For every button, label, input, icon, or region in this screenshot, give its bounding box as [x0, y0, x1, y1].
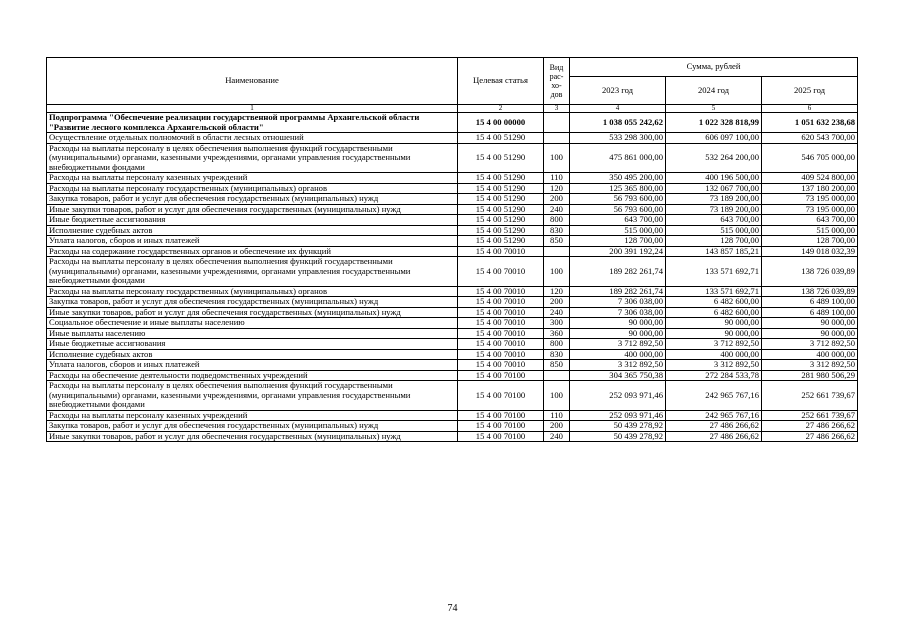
budget-table [46, 57, 858, 442]
cell-amount-2025: 1 051 632 238,68 [762, 113, 858, 133]
cell-amount-2023: 50 439 278,92 [570, 431, 666, 442]
cell-amount-2023: 189 282 261,74 [570, 257, 666, 287]
cell-amount-2025: 252 661 739,67 [762, 410, 858, 421]
cell-expense-type: 100 [544, 143, 570, 173]
table-row [47, 307, 858, 318]
table-row [47, 236, 858, 247]
cell-amount-2024: 143 857 185,21 [666, 246, 762, 257]
cell-amount-2025: 137 180 200,00 [762, 183, 858, 194]
cell-expense-type: 110 [544, 410, 570, 421]
cell-amount-2023: 90 000,00 [570, 318, 666, 329]
cell-amount-2025: 128 700,00 [762, 236, 858, 247]
cell-name: Расходы на выплаты персоналу государственных (муниципальных) органов [47, 286, 458, 297]
cell-amount-2023: 252 093 971,46 [570, 410, 666, 421]
cell-name: Расходы на выплаты персоналу казенных учреждений [47, 173, 458, 184]
cell-expense-type: 240 [544, 204, 570, 215]
table-row [47, 215, 858, 226]
cell-name: Расходы на выплаты персоналу государственных (муниципальных) органов [47, 183, 458, 194]
cell-amount-2024: 242 965 767,16 [666, 410, 762, 421]
cell-amount-2023: 533 298 300,00 [570, 133, 666, 144]
table-row [47, 318, 858, 329]
cell-expense-type: 800 [544, 339, 570, 350]
table-row [47, 225, 858, 236]
cell-target-code: 15 4 00 70010 [458, 307, 544, 318]
table-row [47, 286, 858, 297]
cell-amount-2024: 400 000,00 [666, 349, 762, 360]
cell-target-code: 15 4 00 70100 [458, 431, 544, 442]
cell-amount-2025: 149 018 032,39 [762, 246, 858, 257]
cell-amount-2023: 90 000,00 [570, 328, 666, 339]
cell-expense-type: 100 [544, 257, 570, 287]
cell-target-code: 15 4 00 70010 [458, 246, 544, 257]
cell-expense-type: 120 [544, 286, 570, 297]
cell-amount-2025: 73 195 000,00 [762, 204, 858, 215]
cell-name: Иные выплаты населению [47, 328, 458, 339]
cell-amount-2024: 6 482 600,00 [666, 307, 762, 318]
cell-amount-2023: 200 391 192,24 [570, 246, 666, 257]
table-row [47, 360, 858, 371]
cell-amount-2023: 350 495 200,00 [570, 173, 666, 184]
cell-amount-2024: 132 067 700,00 [666, 183, 762, 194]
cell-name: Осуществление отдельных полномочий в области лесных отношений [47, 133, 458, 144]
cell-name: Закупка товаров, работ и услуг для обеспечения государственных (муниципальных) нужд [47, 297, 458, 308]
cell-amount-2023: 56 793 600,00 [570, 194, 666, 205]
cell-expense-type: 200 [544, 421, 570, 432]
cell-target-code: 15 4 00 51290 [458, 173, 544, 184]
cell-target-code: 15 4 00 51290 [458, 133, 544, 144]
cell-target-code: 15 4 00 51290 [458, 215, 544, 226]
header-sum: Сумма, рублей [570, 58, 858, 77]
header-type: Вид рас- хо- дов [544, 58, 570, 105]
cell-amount-2023: 189 282 261,74 [570, 286, 666, 297]
cell-expense-type: 200 [544, 297, 570, 308]
cell-target-code: 15 4 00 70100 [458, 370, 544, 381]
cell-target-code: 15 4 00 51290 [458, 204, 544, 215]
cell-amount-2025: 27 486 266,62 [762, 421, 858, 432]
cell-name: Социальное обеспечение и иные выплаты населению [47, 318, 458, 329]
cell-name: Расходы на выплаты персоналу в целях обеспечения выполнения функций государственными (муниципальными) органами, казенными учреждениями, органами управления государственными внебюджетными фондами [47, 257, 458, 287]
cell-amount-2025: 90 000,00 [762, 328, 858, 339]
cell-amount-2024: 606 097 100,00 [666, 133, 762, 144]
cell-amount-2023: 643 700,00 [570, 215, 666, 226]
cell-amount-2023: 475 861 000,00 [570, 143, 666, 173]
table-row [47, 381, 858, 411]
cell-amount-2023: 128 700,00 [570, 236, 666, 247]
cell-amount-2024: 27 486 266,62 [666, 431, 762, 442]
cell-target-code: 15 4 00 51290 [458, 225, 544, 236]
cell-amount-2025: 643 700,00 [762, 215, 858, 226]
table-row [47, 421, 858, 432]
cell-expense-type: 240 [544, 307, 570, 318]
cell-target-code: 15 4 00 70010 [458, 297, 544, 308]
cell-amount-2023: 56 793 600,00 [570, 204, 666, 215]
cell-amount-2023: 50 439 278,92 [570, 421, 666, 432]
cell-amount-2024: 6 482 600,00 [666, 297, 762, 308]
cell-expense-type: 360 [544, 328, 570, 339]
table-row [47, 349, 858, 360]
header-year-2025: 2025 год [762, 77, 858, 105]
cell-amount-2025: 73 195 000,00 [762, 194, 858, 205]
cell-expense-type: 800 [544, 215, 570, 226]
cell-expense-type: 200 [544, 194, 570, 205]
column-index: 2 [458, 105, 544, 113]
cell-target-code: 15 4 00 70100 [458, 381, 544, 411]
cell-amount-2024: 73 189 200,00 [666, 194, 762, 205]
cell-target-code: 15 4 00 51290 [458, 194, 544, 205]
cell-expense-type: 120 [544, 183, 570, 194]
cell-target-code: 15 4 00 70010 [458, 318, 544, 329]
column-index: 4 [570, 105, 666, 113]
cell-amount-2024: 643 700,00 [666, 215, 762, 226]
cell-amount-2024: 133 571 692,71 [666, 257, 762, 287]
table-row [47, 143, 858, 173]
table-row [47, 133, 858, 144]
table-row [47, 194, 858, 205]
cell-amount-2024: 532 264 200,00 [666, 143, 762, 173]
cell-name: Расходы на обеспечение деятельности подведомственных учреждений [47, 370, 458, 381]
cell-target-code: 15 4 00 70010 [458, 328, 544, 339]
cell-amount-2023: 304 365 750,38 [570, 370, 666, 381]
header-name: Наименование [47, 58, 458, 105]
cell-target-code: 15 4 00 00000 [458, 113, 544, 133]
cell-amount-2024: 133 571 692,71 [666, 286, 762, 297]
cell-name: Иные закупки товаров, работ и услуг для обеспечения государственных (муниципальных) нужд [47, 307, 458, 318]
cell-name: Закупка товаров, работ и услуг для обеспечения государственных (муниципальных) нужд [47, 421, 458, 432]
cell-target-code: 15 4 00 51290 [458, 143, 544, 173]
cell-name: Исполнение судебных актов [47, 349, 458, 360]
column-index: 6 [762, 105, 858, 113]
table-row [47, 183, 858, 194]
cell-expense-type: 110 [544, 173, 570, 184]
cell-amount-2024: 400 196 500,00 [666, 173, 762, 184]
header-code: Целевая статья [458, 58, 544, 105]
cell-name: Подпрограмма "Обеспечение реализации государственной программы Архангельской области "Развитие лесного комплекса Архангельской области" [47, 113, 458, 133]
table-body [47, 113, 858, 442]
cell-expense-type: 830 [544, 349, 570, 360]
table-header [47, 58, 858, 113]
cell-amount-2024: 128 700,00 [666, 236, 762, 247]
column-index: 5 [666, 105, 762, 113]
cell-amount-2025: 3 312 892,50 [762, 360, 858, 371]
cell-amount-2025: 138 726 039,89 [762, 286, 858, 297]
cell-amount-2025: 27 486 266,62 [762, 431, 858, 442]
cell-amount-2023: 7 306 038,00 [570, 307, 666, 318]
cell-expense-type: 100 [544, 381, 570, 411]
column-index: 1 [47, 105, 458, 113]
cell-amount-2025: 515 000,00 [762, 225, 858, 236]
cell-amount-2023: 515 000,00 [570, 225, 666, 236]
cell-amount-2025: 400 000,00 [762, 349, 858, 360]
cell-target-code: 15 4 00 70010 [458, 257, 544, 287]
cell-expense-type: 300 [544, 318, 570, 329]
table-row [47, 370, 858, 381]
cell-expense-type: 830 [544, 225, 570, 236]
cell-amount-2025: 138 726 039,89 [762, 257, 858, 287]
table-row [47, 410, 858, 421]
cell-name: Расходы на выплаты персоналу казенных учреждений [47, 410, 458, 421]
cell-amount-2024: 242 965 767,16 [666, 381, 762, 411]
cell-amount-2024: 272 284 533,78 [666, 370, 762, 381]
cell-name: Расходы на выплаты персоналу в целях обеспечения выполнения функций государственными (муниципальными) органами, казенными учреждениями, органами управления государственными внебюджетными фондами [47, 143, 458, 173]
cell-amount-2024: 515 000,00 [666, 225, 762, 236]
cell-target-code: 15 4 00 70010 [458, 286, 544, 297]
cell-name: Исполнение судебных актов [47, 225, 458, 236]
cell-amount-2023: 7 306 038,00 [570, 297, 666, 308]
table-row [47, 173, 858, 184]
cell-expense-type [544, 370, 570, 381]
table-row [47, 257, 858, 287]
cell-amount-2024: 3 312 892,50 [666, 360, 762, 371]
cell-target-code: 15 4 00 70100 [458, 410, 544, 421]
cell-expense-type: 850 [544, 236, 570, 247]
cell-amount-2023: 3 312 892,50 [570, 360, 666, 371]
table-row [47, 297, 858, 308]
cell-amount-2025: 252 661 739,67 [762, 381, 858, 411]
cell-target-code: 15 4 00 70100 [458, 421, 544, 432]
table-row [47, 328, 858, 339]
cell-name: Расходы на выплаты персоналу в целях обеспечения выполнения функций государственными (муниципальными) органами, казенными учреждениями, органами управления государственными внебюджетными фондами [47, 381, 458, 411]
cell-amount-2024: 90 000,00 [666, 318, 762, 329]
cell-amount-2024: 3 712 892,50 [666, 339, 762, 350]
cell-amount-2024: 27 486 266,62 [666, 421, 762, 432]
cell-amount-2024: 90 000,00 [666, 328, 762, 339]
cell-amount-2025: 6 489 100,00 [762, 297, 858, 308]
cell-target-code: 15 4 00 51290 [458, 183, 544, 194]
cell-amount-2023: 1 038 055 242,62 [570, 113, 666, 133]
table-row [47, 431, 858, 442]
cell-name: Закупка товаров, работ и услуг для обеспечения государственных (муниципальных) нужд [47, 194, 458, 205]
cell-name: Иные бюджетные ассигнования [47, 215, 458, 226]
cell-name: Расходы на содержание государственных органов и обеспечение их функций [47, 246, 458, 257]
cell-expense-type [544, 113, 570, 133]
cell-amount-2025: 3 712 892,50 [762, 339, 858, 350]
page-number: 74 [447, 603, 458, 614]
cell-amount-2025: 281 980 506,29 [762, 370, 858, 381]
cell-name: Иные закупки товаров, работ и услуг для обеспечения государственных (муниципальных) нужд [47, 204, 458, 215]
cell-expense-type: 850 [544, 360, 570, 371]
cell-amount-2023: 125 365 800,00 [570, 183, 666, 194]
cell-expense-type [544, 133, 570, 144]
cell-name: Иные бюджетные ассигнования [47, 339, 458, 350]
table-row [47, 246, 858, 257]
cell-amount-2023: 3 712 892,50 [570, 339, 666, 350]
column-index: 3 [544, 105, 570, 113]
cell-name: Уплата налогов, сборов и иных платежей [47, 236, 458, 247]
table-row [47, 204, 858, 215]
cell-amount-2025: 90 000,00 [762, 318, 858, 329]
cell-amount-2023: 400 000,00 [570, 349, 666, 360]
cell-target-code: 15 4 00 70010 [458, 339, 544, 350]
table-row [47, 339, 858, 350]
cell-expense-type [544, 246, 570, 257]
header-year-2024: 2024 год [666, 77, 762, 105]
cell-amount-2023: 252 093 971,46 [570, 381, 666, 411]
cell-amount-2024: 73 189 200,00 [666, 204, 762, 215]
cell-amount-2025: 409 524 800,00 [762, 173, 858, 184]
cell-amount-2025: 620 543 700,00 [762, 133, 858, 144]
table-row [47, 113, 858, 133]
cell-amount-2025: 546 705 000,00 [762, 143, 858, 173]
cell-name: Уплата налогов, сборов и иных платежей [47, 360, 458, 371]
header-year-2023: 2023 год [570, 77, 666, 105]
cell-expense-type: 240 [544, 431, 570, 442]
cell-amount-2024: 1 022 328 818,99 [666, 113, 762, 133]
cell-target-code: 15 4 00 70010 [458, 349, 544, 360]
cell-target-code: 15 4 00 51290 [458, 236, 544, 247]
cell-name: Иные закупки товаров, работ и услуг для обеспечения государственных (муниципальных) нужд [47, 431, 458, 442]
cell-target-code: 15 4 00 70010 [458, 360, 544, 371]
cell-amount-2025: 6 489 100,00 [762, 307, 858, 318]
